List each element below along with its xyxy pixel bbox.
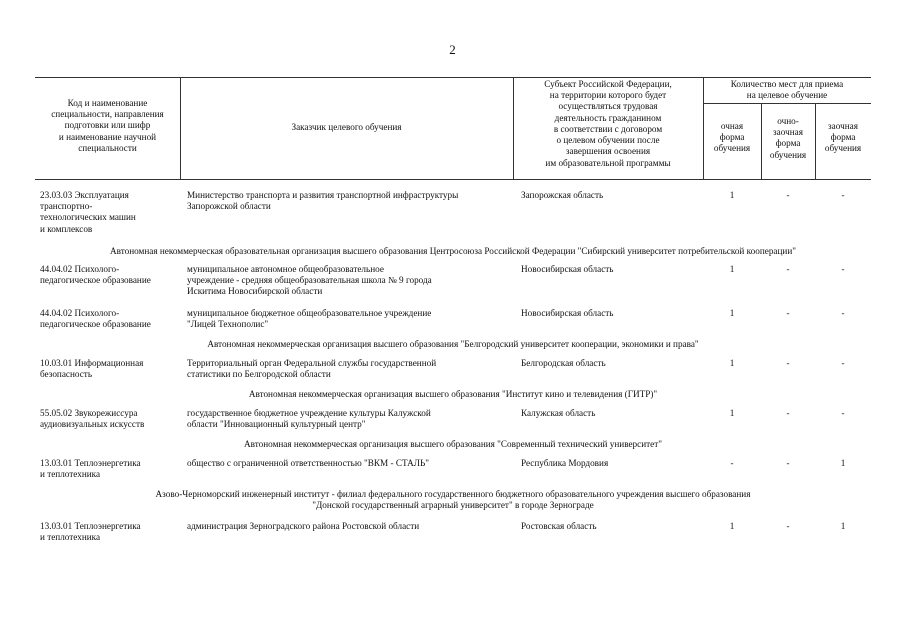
header-extramural: заочная форма обучения — [824, 121, 862, 154]
header-places: Количество мест для приема на целевое обучение — [730, 79, 844, 101]
header-subject: Субъект Российской Федерации, на территории которого будет осуществляться трудовая деятельность гражданином в соответствии с договором о целевом обучении после завершения освоения им образовательной программы — [544, 79, 672, 168]
row-part-time: - — [786, 308, 790, 318]
row-extramural: - — [841, 408, 845, 418]
row-customer: администрация Зерноградского района Ростовской области — [187, 521, 420, 531]
row-full-time: 1 — [729, 521, 735, 531]
row-full-time: 1 — [729, 264, 735, 274]
row-subject: Новосибирская область — [521, 264, 614, 274]
row-part-time: - — [786, 190, 790, 200]
section-heading: Азово-Черноморский инженерный институт - филиал федерального государственного бюджетного образовательного учреждения высшего образования "Донской государственный аграрный университет" в городе Зернограде — [155, 489, 751, 511]
places-subheader-border — [703, 103, 871, 104]
header-part-time: очно- заочная форма обучения — [769, 116, 807, 160]
row-subject: Запорожская область — [521, 190, 604, 200]
section-heading: Автономная некоммерческая образовательная организация высшего образования Центросоюза Российской Федерации "Сибирский университет потребительской кооперации" — [109, 246, 796, 256]
row-extramural: 1 — [840, 458, 846, 468]
row-extramural: - — [841, 190, 845, 200]
row-part-time: - — [786, 408, 790, 418]
section-heading: Автономная некоммерческая организация высшего образования "Современный технический университет" — [244, 439, 662, 449]
section-heading: Автономная некоммерческая организация высшего образования "Белгородский университет кооперации, экономики и права" — [207, 339, 699, 349]
row-customer: муниципальное бюджетное общеобразовательное учреждение "Лицей Технополис" — [187, 308, 432, 330]
row-code: 23.03.03 Эксплуатация транспортно- технологических машин и комплексов — [40, 190, 136, 234]
row-part-time: - — [786, 521, 790, 531]
row-extramural: - — [841, 308, 845, 318]
table-header-bottom-border — [35, 179, 871, 180]
row-code: 13.03.01 Теплоэнергетика и теплотехника — [40, 521, 141, 543]
row-full-time: - — [730, 458, 734, 468]
row-part-time: - — [786, 264, 790, 274]
row-full-time: 1 — [729, 308, 735, 318]
row-customer: государственное бюджетное учреждение культуры Калужской области "Инновационный культурный центр" — [187, 408, 431, 430]
row-customer: Территориальный орган Федеральной службы государственной статистики по Белгородской области — [187, 358, 437, 380]
row-customer: Министерство транспорта и развития транспортной инфраструктуры Запорожской области — [187, 190, 459, 212]
row-code: 55.05.02 Звукорежиссура аудиовизуальных искусств — [40, 408, 145, 430]
row-subject: Новосибирская область — [521, 308, 614, 318]
row-extramural: - — [841, 358, 845, 368]
row-full-time: 1 — [729, 408, 735, 418]
row-subject: Ростовская область — [521, 521, 597, 531]
row-subject: Республика Мордовия — [521, 458, 609, 468]
section-heading: Автономная некоммерческая организация высшего образования "Институт кино и телевидения (ГИТР)" — [248, 389, 658, 399]
row-code: 44.04.02 Психолого- педагогическое образование — [40, 308, 151, 330]
row-extramural: - — [841, 264, 845, 274]
row-customer: муниципальное автономное общеобразовательное учреждение - средняя общеобразовательная школа № 9 города Искитима Новосибирской области — [187, 264, 432, 297]
row-code: 44.04.02 Психолого- педагогическое образование — [40, 264, 151, 286]
row-code: 13.03.01 Теплоэнергетика и теплотехника — [40, 458, 141, 480]
table-top-border — [35, 77, 871, 78]
row-part-time: - — [786, 458, 790, 468]
row-code: 10.03.01 Информационная безопасность — [40, 358, 144, 380]
header-customer: Заказчик целевого обучения — [291, 122, 402, 132]
row-extramural: 1 — [840, 521, 846, 531]
header-code: Код и наименование специальности, направления подготовки или шифр и наименование научной специальности — [51, 98, 164, 153]
row-subject: Белгородская область — [521, 358, 606, 368]
page-number: 2 — [449, 42, 456, 57]
row-part-time: - — [786, 358, 790, 368]
row-full-time: 1 — [729, 358, 735, 368]
row-full-time: 1 — [729, 190, 735, 200]
row-customer: общество с ограниченной ответственностью "ВКМ - СТАЛЬ" — [187, 458, 430, 468]
header-full-time: очная форма обучения — [713, 121, 751, 154]
row-subject: Калужская область — [521, 408, 596, 418]
